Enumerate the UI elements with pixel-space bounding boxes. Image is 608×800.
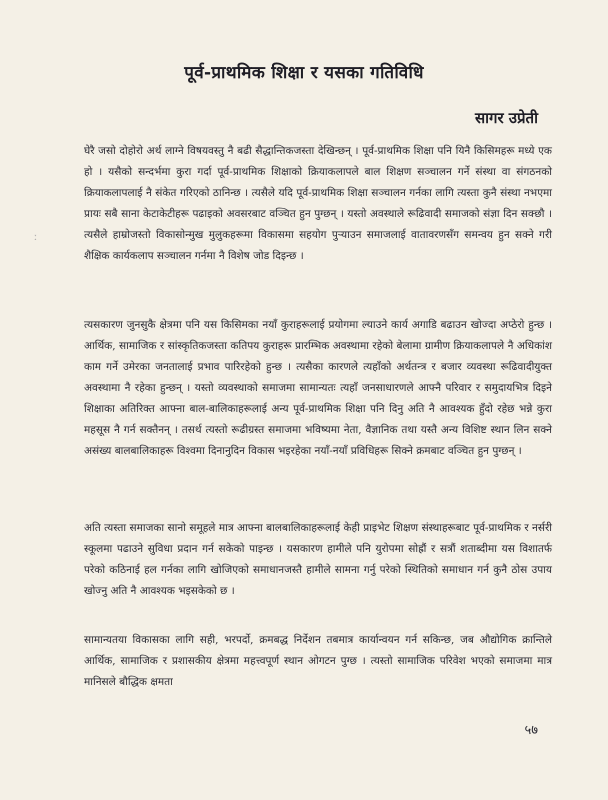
document-title: पूर्व-प्राथमिक शिक्षा र यसका गतिविधि (184, 63, 424, 83)
paragraph-4: सामान्यतया विकासका लागि सही, भरपर्दो, क्रमबद्ध निर्देशन तबमात्र कार्यान्वयन गर्न सकिन्छ, जब औद्योगिक क्रान्तिले आर्थिक, सामाजिक र प्रशासकीय क्षेत्रमा महत्त्वपूर्ण स्थान ओगटन पुग्छ । त्यस्तो सामाजिक परिवेश भएको समाजमा मात्र मानिसले बौद्धिक क्षमता (84, 634, 552, 688)
page-number: ५७ (524, 723, 538, 738)
scan-mark: ː (34, 232, 38, 243)
author-name: सागर उप्रेती (474, 109, 538, 127)
paragraph-1: घेरै जसो दोहोरो अर्थ लाग्ने विषयवस्तु नै बढी सैद्धान्तिकजस्ता देखिन्छन् । पूर्व-प्राथमिक शिक्षा पनि यिनै किसिमहरू मध्ये एक हो । यसैको सन्दर्भमा कुरा गर्दा पूर्व-प्राथमिक शिक्षाको क्रियाकलापले बाल शिक्षण सञ्चालन गर्ने संस्था वा संगठनको क्रियाकलापलाई नै संकेत गरिएको ठानिन्छ । त्यसैले यदि पूर्व-प्राथमिक शिक्षा सञ्चालन गर्नका लागि त्यस्ता कुनै संस्था नभएमा प्रायः सबै साना केटाकेटीहरू पढाइको अवसरबाट वञ्चित हुन पुग्छन् । यस्तो अवस्थाले रूढिवादी समाजको संज्ञा दिन सक्छौ । त्यसैले हाम्रोजस्तो विकासोन्मुख मुलुकहरूमा विकासमा सहयोग पुऱ्याउन समाजलाई वातावरणसँग समन्वय हुन सक्ने गरी शैक्षिक कार्यकलाप सञ्चालन गर्नमा नै विशेष जोड दिइन्छ । (84, 145, 552, 262)
paragraph-2: त्यसकारण जुनसुकै क्षेत्रमा पनि यस किसिमका नयाँ कुराहरूलाई प्रयोगमा ल्याउने कार्य अगाडि बढाउन खोज्दा अप्ठेरो हुन्छ । आर्थिक, सामाजिक र सांस्कृतिकजस्ता कतिपय कुराहरू प्रारम्भिक अवस्थामा रहेको बेलामा ग्रामीण क्रियाकलापले नै अधिकांश काम गर्ने उमेरका जनतालाई प्रभाव पारिरहेको हुन्छ । त्यसैका कारणले त्यहाँको अर्थतन्त्र र बजार व्यवस्था रूढिवादीयुक्त अवस्थामा नै रहेका हुन्छन् । यस्तो व्यवस्थाको समाजमा सामान्यतः त्यहाँ जनसाधारणले आफ्नै परिवार र समुदायभित्र दिइने शिक्षाका अतिरिक्त आफ्ना बाल-बालिकाहरूलाई अन्य पूर्व-प्राथमिक शिक्षा पनि दिनु अति नै आवश्यक हुँदो रहेछ भन्ने कुरा महसूस नै गर्न सक्तैनन् । तसर्थ त्यस्तो रूढीग्रस्त समाजमा भविष्यमा नेता, वैज्ञानिक तथा यस्तै अन्य विशिष्ट स्थान लिन सक्ने असंख्य बालबालिकाहरू विश्वमा दिनानुदिन विकास भइरहेका नयाँ-नयाँ प्रविधिहरू सिक्ने क्रमबाट वञ्चित हुन पुग्छन् । (84, 319, 552, 457)
paragraph-3: अति त्यस्ता समाजका सानो समूहले मात्र आफ्ना बालबालिकाहरूलाई केही प्राइभेट शिक्षण संस्थाहरूबाट पूर्व-प्राथमिक र नर्सरी स्कूलमा पढाउने सुविधा प्रदान गर्न सकेको पाइन्छ । यसकारण हामीले पनि युरोपमा सोह्रौं र सत्रौं शताब्दीमा यस विशातर्फ परेको कठिनाई हल गर्नका लागि खोजिएको समाधानजस्तै हामीले सामना गर्नु परेको स्थितिको समाधान गर्न कुनै ठोस उपाय खोज्नु अति नै आवश्यक भइसकेको छ । (84, 522, 552, 597)
